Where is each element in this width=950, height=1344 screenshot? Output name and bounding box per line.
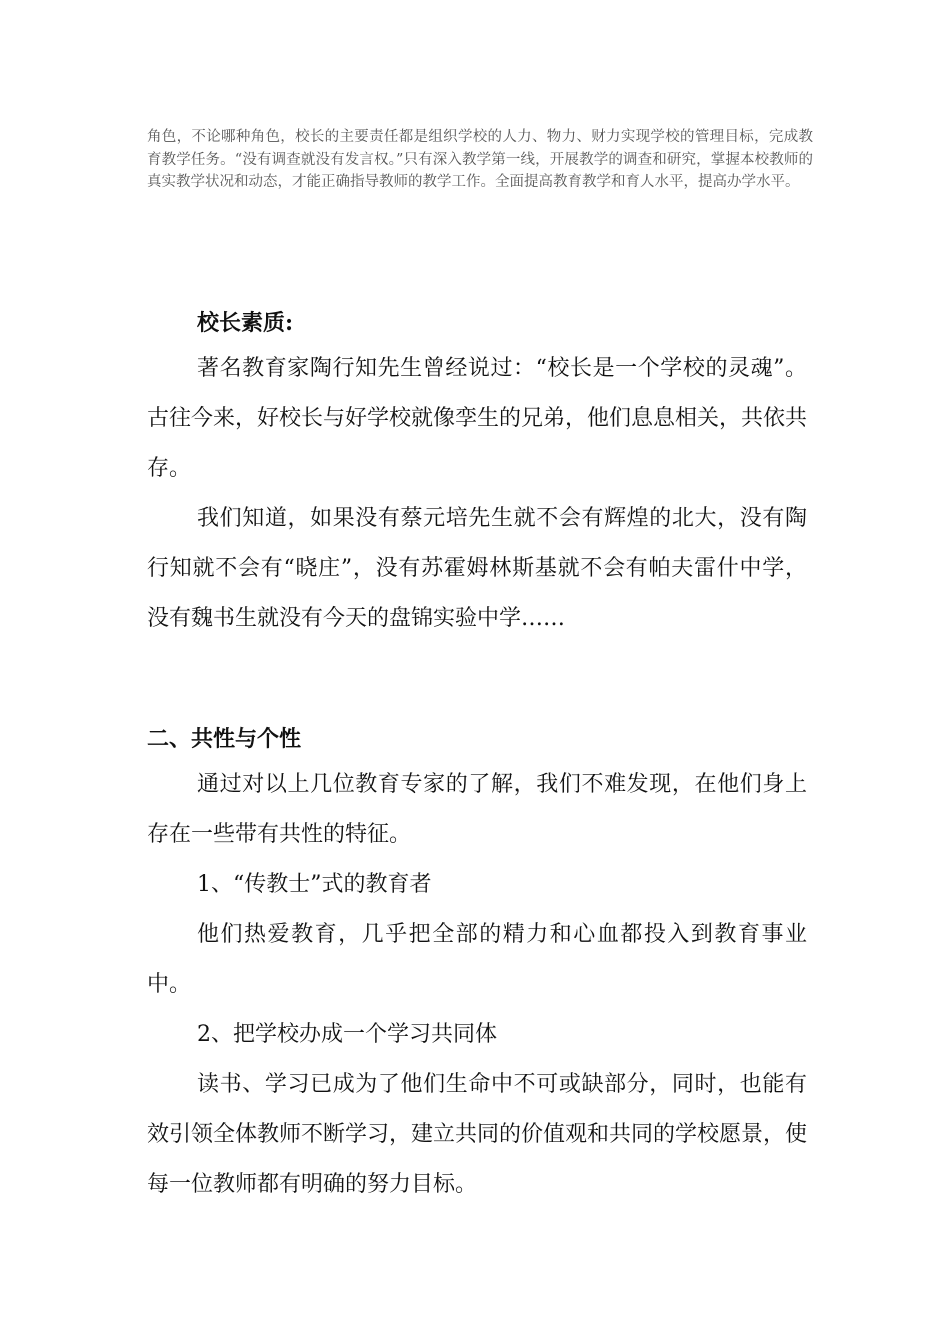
section-two-heading: 二、共性与个性 <box>147 726 302 752</box>
section-two-intro: 通过对以上几位教育专家的了解，我们不难发现，在他们身上存在一些带有共性的特征。 <box>147 772 807 847</box>
intro-paragraph: 角色，不论哪种角色，校长的主要责任都是组织学校的人力、物力、财力实现学校的管理目标，完成教育教学任务。“没有调查就没有发言权。”只有深入教学第一线，开展教学的调查和研究，掌握本校教师的真实教学状况和动态，才能正确指导教师的教学工作。全面提高教育教学和育人水平，提高办学水平。 <box>147 129 813 190</box>
item-1-title: 1、“传教士”式的教育者 <box>197 872 432 897</box>
item-2-title: 2、把学校办成一个学习共同体 <box>197 1022 497 1047</box>
intro-paragraph-block <box>147 126 813 194</box>
item-2-body: 读书、学习已成为了他们生命中不可或缺部分，同时，也能有效引领全体教师不断学习，建立共同的价值观和共同的学校愿景，使每一位教师都有明确的努力目标。 <box>147 1072 808 1197</box>
principal-quality-heading: 校长素质: <box>197 310 294 336</box>
item-1-body: 他们热爱教育，几乎把全部的精力和心血都投入到教育事业中。 <box>147 922 807 997</box>
principal-paragraph-1: 著名教育家陶行知先生曾经说过：“校长是一个学校的灵魂”。古往今来，好校长与好学校就像孪生的兄弟，他们息息相关，共依共存。 <box>147 356 808 481</box>
principal-paragraph-2: 我们知道，如果没有蔡元培先生就不会有辉煌的北大，没有陶行知就不会有“晓庄”，没有苏霍姆林斯基就不会有帕夫雷什中学，没有魏书生就没有今天的盘锦实验中学…… <box>147 506 807 631</box>
